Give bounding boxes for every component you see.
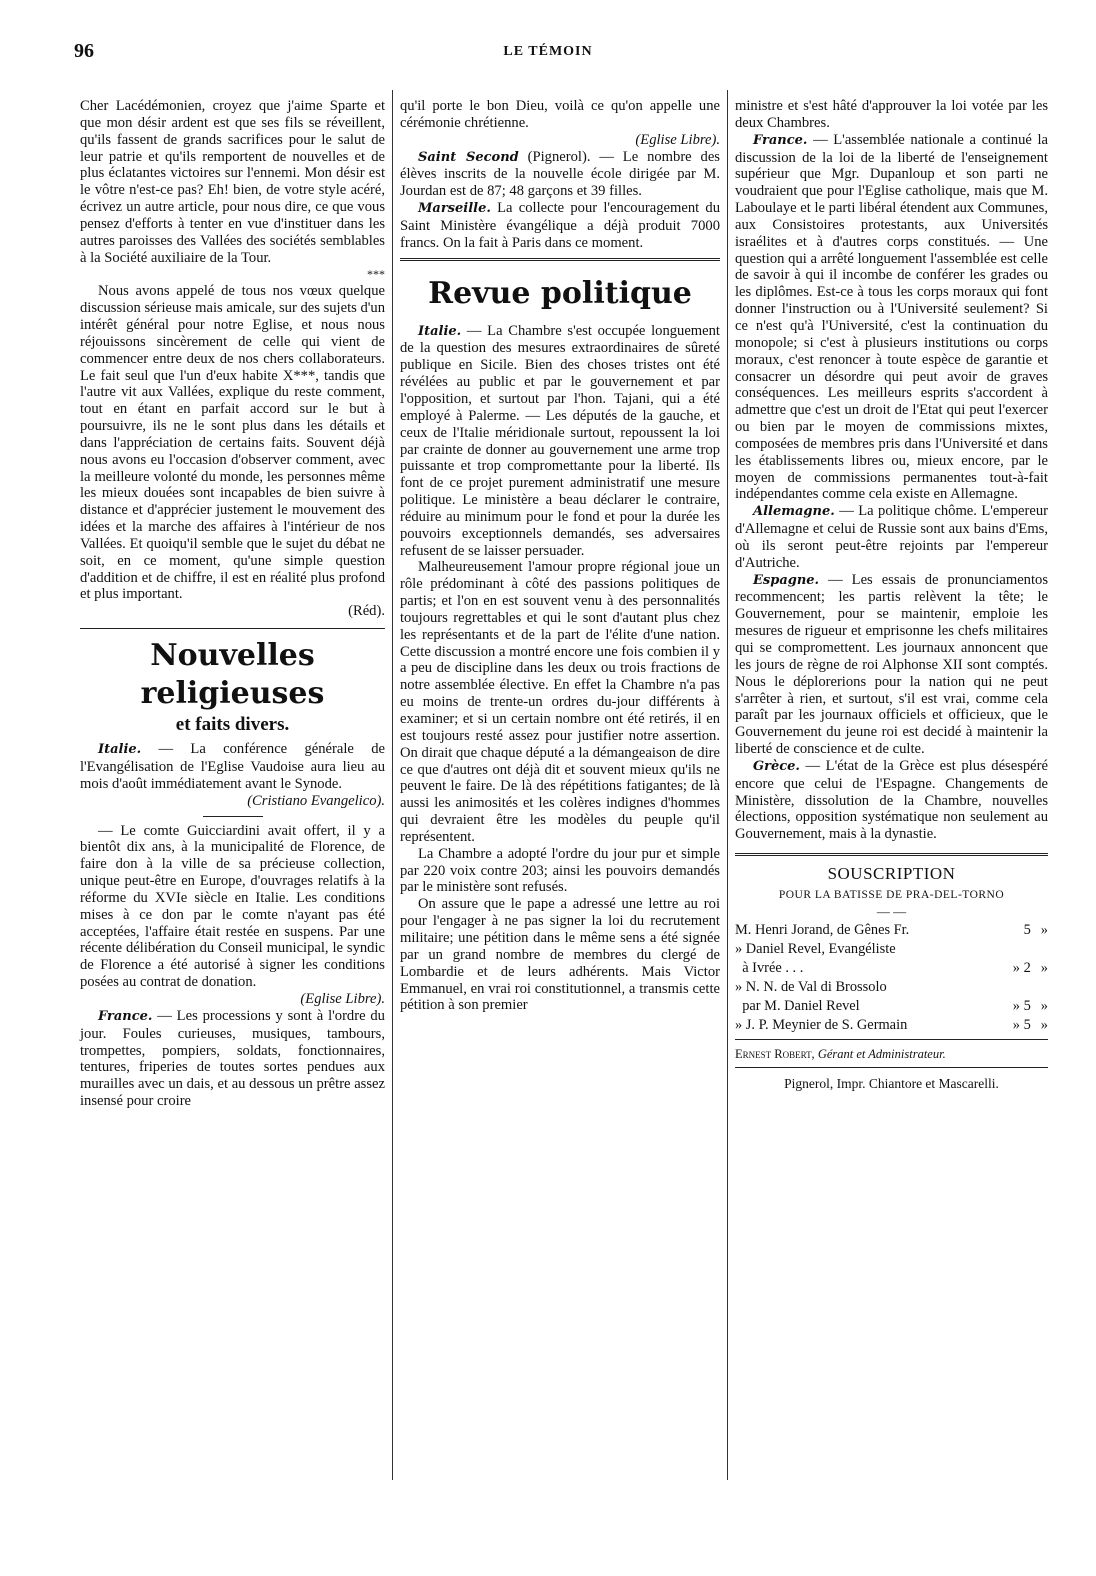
column-2 bbox=[400, 98, 720, 1488]
column-divider bbox=[392, 90, 393, 1480]
subscriber-name: » J. P. Meynier de S. Germain bbox=[735, 1016, 908, 1033]
printer-credit: Pignerol, Impr. Chiantore et Mascarelli. bbox=[784, 1075, 999, 1091]
divider bbox=[735, 1039, 1048, 1040]
subscription-entry bbox=[735, 1016, 1048, 1035]
subscription-amount: 5 bbox=[1023, 921, 1031, 938]
section-subtitle: et faits divers. bbox=[175, 714, 290, 736]
subscription-mark: » bbox=[1040, 959, 1048, 976]
subscriber-name: à Ivrée . . . bbox=[735, 959, 804, 976]
politics-espagne: Espagne. — Les essais de pronunciamentos recommencent; les partis relèvent la tête; le Gouvernement, pour se maintenir, emploie les mesures de rigueur et emprisonne les chefs militaires qui se compromettent. Les journaux annoncent que les jours de règne de roi Alphonse XII sont comptés. Nous le déplorerions pour la nation qui ne peut s'arrêter à rien, et surtout, s'il est vrai, comme cela paraît par les journaux officiels et officieux, que le Gouvernement du jeune roi est decidé à maintenir la liberté de conscience et de culte. bbox=[735, 571, 1048, 758]
subscription-mark: » bbox=[1040, 1016, 1048, 1033]
source-citation: (Eglise Libre). bbox=[300, 990, 385, 1007]
lead-espagne: Espagne. bbox=[753, 572, 820, 588]
news-france: France. — Les processions y sont à l'ordre du jour. Foules curieuses, musiques, tambours, trompettes, pompiers, soldats, fonctionnaires, tentures, friperies de toutes sortes pendues aux murailles avec un dais, et au dessous un prêtre assez insensé pour croire bbox=[80, 1007, 385, 1110]
journal-title: LE TÉMOIN bbox=[503, 44, 593, 59]
page-number: 96 bbox=[74, 40, 94, 62]
lead-marseille: Marseille. bbox=[418, 201, 491, 217]
subscription-entry bbox=[735, 940, 1048, 959]
subscriber-name: par M. Daniel Revel bbox=[735, 997, 860, 1014]
column-3 bbox=[735, 98, 1048, 1488]
continued-text: ministre et s'est hâté d'approuver la loi votée par les deux Chambres. bbox=[735, 98, 1048, 131]
subscription-amount: » 5 bbox=[1012, 997, 1031, 1014]
subscription-subtitle: POUR LA BATISSE DE PRA-DEL-TORNO bbox=[778, 888, 1005, 901]
subscription-entry bbox=[735, 978, 1048, 997]
editor-role: Gérant et Administrateur. bbox=[817, 1046, 946, 1061]
politics-paragraph: Malheureusement l'amour propre régional joue un rôle prédominant à côté des passions politiques de partis; et l'on en est souvent venu à des personnalités toujours regrettables et qui le sont d'autant plus chez les représentants et de la part de l'élite d'une nation. Cette discussion a montré encore une fois combien il y a peu de discipline dans les deux ou trois fractions de notre assemblée élective. En effet la Chambre n'a pas eu moins de trente-un ordres du-jour différents à examiner; et si un certain nombre ont été retirés, il en est toujours resté assez pour justifier notre assertion. On dirait que chaque député a la démangeaison de dire ce que d'autres ont déjà dit et souvent mieux qu'ils ne peuvent le faire. De là des répétitions fatigantes; de là aussi les animosités et les colères indignes d'hommes qui devraient être les modèles du peuple qu'il représentent. bbox=[400, 559, 720, 845]
lead-france: France. bbox=[753, 132, 808, 148]
subscription-amount: » 5 bbox=[1012, 1016, 1031, 1033]
page-header bbox=[0, 40, 1096, 70]
lead-italie: Italie. bbox=[98, 742, 142, 758]
subscriber-name: » N. N. de Val di Brossolo bbox=[735, 978, 887, 995]
news-saint-second: Saint Second (Pignerol). — Le nombre des élèves inscrits de la nouvelle école dirigée par M. Jourdan est de 87; 48 garçons et 39 filles. bbox=[400, 148, 720, 200]
source-citation: (Cristiano Evangelico). bbox=[247, 792, 385, 809]
news-italie: Italie. — La conférence générale de l'Evangélisation de l'Eglise Vaudoise aura lieu au mois d'août immédiatement avant le Synode. bbox=[80, 741, 385, 792]
discussion-signature: (Réd). bbox=[348, 603, 385, 620]
subscriber-name: M. Henri Jorand, de Gênes Fr. bbox=[735, 921, 910, 938]
divider bbox=[400, 258, 720, 261]
politics-allemagne: Allemagne. — La politique chôme. L'empereur d'Allemagne et celui de Russie sont aux bains d'Ems, où ils seront peut-être rejoints par l'empereur d'Autriche. bbox=[735, 503, 1048, 571]
subscription-entry bbox=[735, 997, 1048, 1016]
section-title-religious-news: Nouvelles religieuses bbox=[140, 638, 325, 712]
subscription-entry bbox=[735, 921, 1048, 940]
divider bbox=[735, 853, 1048, 856]
editor-name: Ernest Robert, bbox=[735, 1046, 815, 1061]
subscription-title: SOUSCRIPTION bbox=[827, 864, 956, 884]
subscription-entry bbox=[735, 959, 1048, 978]
subscription-list bbox=[735, 921, 1048, 1035]
column-1 bbox=[80, 98, 385, 1488]
divider bbox=[80, 628, 385, 629]
politics-paragraph: La Chambre a adopté l'ordre du jour pur et simple par 220 voix contre 203; ainsi les pouvoirs demandés par le ministère sont refusés. bbox=[400, 845, 720, 896]
subscription-amount: » 2 bbox=[1012, 959, 1031, 976]
continued-text: qu'il porte le bon Dieu, voilà ce qu'on appelle une cérémonie chrétienne. bbox=[400, 98, 720, 131]
short-divider bbox=[203, 816, 263, 817]
lead-italie: Italie. bbox=[418, 323, 462, 339]
editor-credit bbox=[735, 1046, 1048, 1063]
subscriber-name: » Daniel Revel, Evangéliste bbox=[735, 940, 896, 957]
news-guicciardini: — Le comte Guicciardini avait offert, il y a bientôt dix ans, à la municipalité de Florence, de faire don à la ville de sa précieuse collection, unique peut-être en Europe, d'ouvrages relatifs à la réforme du XVIe siècle en Italie. Les conditions mises à ce don par le comte n'ayant pas été acceptées, l'affaire était restée en suspens. Par une récente délibération du Conseil municipal, le syndic de Florence a été autorisé à signer les conditions posées au contrat de donation. bbox=[80, 822, 385, 991]
divider bbox=[735, 1067, 1048, 1068]
lead-france: France. bbox=[98, 1008, 153, 1024]
news-marseille: Marseille. La collecte pour l'encouragement du Saint Ministère évangélique a déjà produit 7000 francs. On la fait à Paris dans ce moment. bbox=[400, 200, 720, 251]
letter-paragraph: Cher Lacédémonien, croyez que j'aime Sparte et que mon désir ardent est que ses fils se réveillent, qu'ils fassent de grands sacrifices pour le salut de leur patrie et qu'ils remportent de nouvelles et de plus éclatantes victoires sur l'ennemi. Mon désir est le vôtre n'est-ce pas? Eh! bien, de votre style acéré, écrivez un autre article, pour nous dire, ce que vous pensez d'efforts à tenter en vue d'instituer dans les autres paroisses des Vallées des sociétés semblables à la Société auxiliaire de la Tour. bbox=[80, 98, 385, 266]
politics-paragraph: On assure que le pape a adressé une lettre au roi pour l'engager à ne pas signer la loi du recrutement militaire; une pétition dans le même sens a été signée par un grand nombre de membres du clergé de Lombardie et de leurs adhérents. Mais Victor Emmanuel, en vrai roi constitutionnel, a transmis cette pétition à son premier bbox=[400, 896, 720, 1014]
subscription-mark: » bbox=[1040, 921, 1048, 938]
politics-grece: Grèce. — L'état de la Grèce est plus désespéré encore que celui de l'Espagne. Changements de Ministère, dissolution de la Chambre, nouvelles élections, opposition systématique non seulement au Gouvernement, mais à la dynastie. bbox=[735, 757, 1048, 843]
lead-saint-second: Saint Second bbox=[418, 149, 519, 165]
subscription-mark: » bbox=[1040, 997, 1048, 1014]
lead-grece: Grèce. bbox=[753, 758, 800, 774]
politics-france: France. — L'assemblée nationale a continué la discussion de la loi de la liberté de l'enseignement supérieur que Mgr. Dupanloup et son parti ne voudraient que pour l'Eglise catholique, mais que M. Laboulaye et le parti libéral étendent aux Communes, aux Consistoires protestants, aux Universités israélites et à d'autres corps constitués. — Une question qui a arrêté longuement l'assemblée est celle de savoir à qui il incombe de conférer les grades ou les diplômes. Est-ce à tous les corps moraux qui font donner l'instruction ou à l'Université seulement? Si ce n'est qu'à l'Université, c'est la continuation du monopole; si c'est à plusieurs institutions ou corps moraux, c'est renoncer à toute espèce de garantie et consacrer un désordre qui peut avoir de graves conséquences. Les meilleurs esprits s'accordent à admettre que c'est un droit de l'Etat qui peut l'exercer ou bien par le moyen de commissions mixtes, composées de membres pris dans l'Université et dans les établissements libres ou, mieux encore, par le moyen de commissions permanentes tout-à-fait indépendantes comme cela existe en Allemagne. bbox=[735, 131, 1048, 503]
lead-allemagne: Allemagne. bbox=[753, 504, 835, 520]
section-title-political-review: Revue politique bbox=[428, 275, 692, 311]
discussion-paragraph: Nous avons appelé de tous nos vœux quelque discussion sérieuse mais amicale, sur des sujets d'un intérêt général pour notre Eglise, et nous nous réjouissons sincèrement de celle qui vient de commencer entre deux de nos chers collaborateurs. Le fait seul que l'un d'eux habite X***, tandis que l'autre vit aux Vallées, explique du reste comment, tout en étant en parfait accord sur le but à poursuivre, ils ne le sont plus dans les détails et dans l'appréciation de certains faits. Souvent déjà nous avons eu l'occasion d'observer comment, avec la meilleure volonté du monde, les personnes même les mieux douées sont incapables de bien suivre à distance et d'apprécier justement le mouvement des idées et la marche des affaires à l'intérieur de nos Vallées. Et quoiqu'il semble que le sujet du débat ne soit, en ce moment, qu'une simple question d'addition et de chiffre, il est en réalité plus profond et plus important. bbox=[80, 283, 385, 603]
asterisms: *** bbox=[367, 267, 385, 282]
source-citation: (Eglise Libre). bbox=[635, 131, 720, 148]
politics-italie: Italie. — La Chambre s'est occupée longuement de la question des mesures extraordinaires de sûreté publique en Sicile. Bien des choses tristes ont été révélées au public et par le gouvernement et par l'opposition, et surtout par l'hon. Tajani, qui a été employé à Palerme. — Les députés de la gauche, et ceux de l'Italie méridionale surtout, repoussent la loi par crainte de donner au gouvernement une arme trop puissante et trop compromettante pour la liberté. Ils font de ce projet purement administratif une mesure politique. Le ministère a beau déclarer le contraire, réduire au minimum pour le fond et pour la durée les pouvoirs exceptionnels demandés, ses adversaires refusent de se laisser persuader. bbox=[400, 322, 720, 559]
column-divider bbox=[727, 90, 728, 1480]
subscription-dash: — — bbox=[876, 903, 907, 919]
